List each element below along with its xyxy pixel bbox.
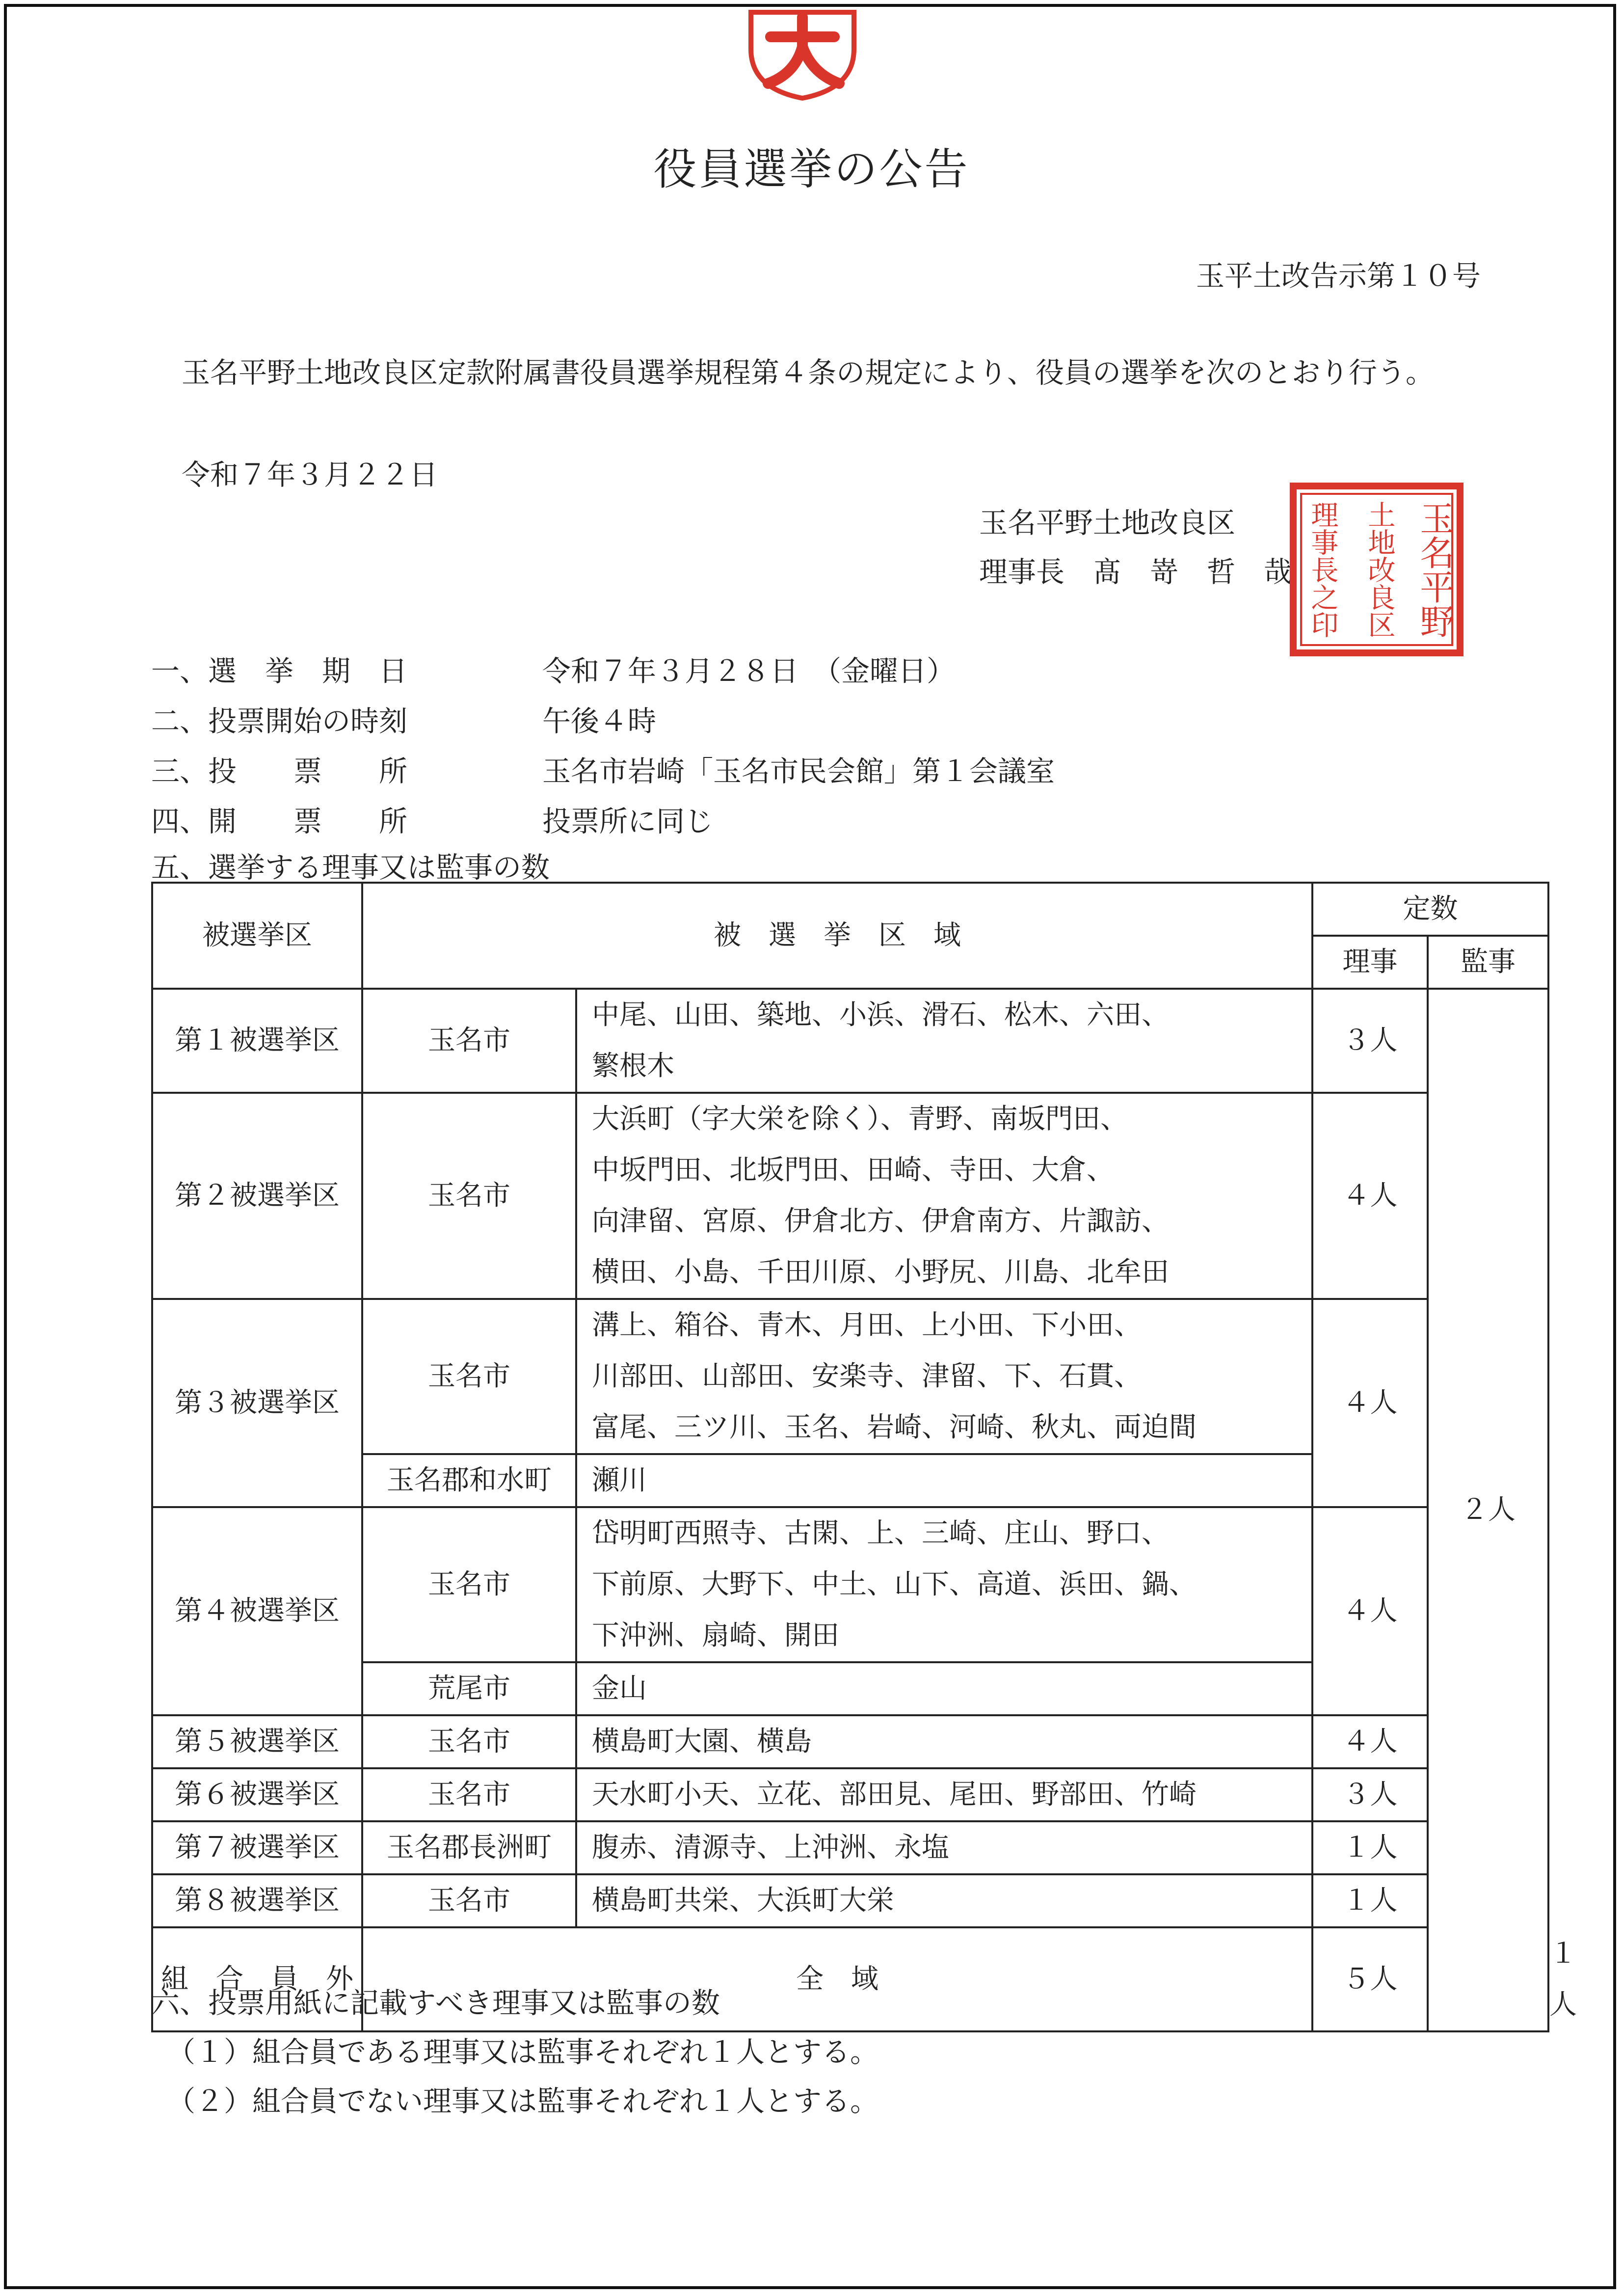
seal-column-2: 土地改良区 bbox=[1363, 501, 1396, 638]
district-name: 第４被選挙区 bbox=[152, 1507, 362, 1715]
item-election-date-label: 一、選 挙 期 日 bbox=[151, 654, 408, 688]
non-member-label: 組 合 員 外 bbox=[152, 1927, 362, 2031]
district-name: 第３被選挙区 bbox=[152, 1299, 362, 1507]
director-count: １人 bbox=[1312, 1821, 1428, 1874]
section6-item-2: （２）組合員でない理事又は監事それぞれ１人とする。 bbox=[167, 2084, 879, 2118]
district-city: 玉名市 bbox=[362, 1715, 576, 1768]
director-count: ４人 bbox=[1312, 1507, 1428, 1715]
table-row bbox=[152, 1299, 1548, 1454]
chairman-name: 理事長 髙 嵜 哲 哉 bbox=[979, 555, 1293, 589]
district-areas: 天水町小天、立花、部田見、尾田、野部田、竹崎 bbox=[576, 1768, 1312, 1821]
table-row bbox=[152, 1874, 1548, 1927]
area-line: 大浜町（字大栄を除く）、青野、南坂門田、 bbox=[592, 1103, 1128, 1135]
area-line: 向津留、宮原、伊倉北方、伊倉南方、片諏訪、 bbox=[592, 1205, 1169, 1237]
table-row bbox=[152, 1821, 1548, 1874]
area-line: 川部田、山部田、安楽寺、津留、下、石貫、 bbox=[592, 1360, 1142, 1392]
director-count: ３人 bbox=[1312, 1768, 1428, 1821]
district-name: 第２被選挙区 bbox=[152, 1093, 362, 1299]
area-line: 富尾、三ツ川、玉名、岩崎、河崎、秋丸、両迫間 bbox=[592, 1411, 1197, 1443]
auditor-count-members: ２人 bbox=[1428, 989, 1548, 2031]
district-areas: 金山 bbox=[576, 1662, 1312, 1715]
district-areas: 横島町大園、横島 bbox=[576, 1715, 1312, 1768]
area-line: 下前原、大野下、中土、山下、高道、浜田、鍋、 bbox=[592, 1568, 1197, 1600]
header-auditor: 監事 bbox=[1428, 936, 1548, 989]
director-count: ３人 bbox=[1312, 989, 1428, 1093]
section6-heading: 六、投票用紙に記載すべき理事又は監事の数 bbox=[151, 1986, 720, 2020]
intro-text: 玉名平野土地改良区定款附属書役員選挙規程第４条の規定により、役員の選挙を次のとおり行う。 bbox=[182, 356, 1435, 389]
area-line: 繁根木 bbox=[592, 1050, 674, 1082]
header-quota: 定数 bbox=[1312, 883, 1548, 936]
non-member-director-count: ５人 bbox=[1312, 1927, 1428, 2031]
district-areas: 瀬川 bbox=[576, 1454, 1312, 1507]
header-district: 被選挙区 bbox=[152, 883, 362, 989]
district-city: 玉名市 bbox=[362, 1768, 576, 1821]
district-areas: 腹赤、清源寺、上沖洲、永塩 bbox=[576, 1821, 1312, 1874]
item-quota-heading: 五、選挙する理事又は監事の数 bbox=[151, 851, 550, 884]
district-areas bbox=[576, 1507, 1312, 1662]
director-count: ４人 bbox=[1312, 1715, 1428, 1768]
district-city: 玉名郡長洲町 bbox=[362, 1821, 576, 1874]
area-line: 溝上、箱谷、青木、月田、上小田、下小田、 bbox=[592, 1309, 1142, 1341]
election-district-table bbox=[151, 882, 1577, 2032]
area-line: 岱明町西照寺、古閑、上、三崎、庄山、野口、 bbox=[592, 1517, 1169, 1549]
table-row bbox=[152, 989, 1548, 1093]
area-line: 中尾、山田、築地、小浜、滑石、松木、六田、 bbox=[592, 999, 1169, 1031]
district-city: 玉名市 bbox=[362, 1507, 576, 1662]
district-name: 第１被選挙区 bbox=[152, 989, 362, 1093]
area-line: 中坂門田、北坂門田、田崎、寺田、大倉、 bbox=[592, 1154, 1114, 1186]
district-areas: 横島町共栄、大浜町大栄 bbox=[576, 1874, 1312, 1927]
item-voting-time-value: 午後４時 bbox=[542, 704, 657, 738]
document-number: 玉平土改告示第１０号 bbox=[1196, 259, 1481, 293]
non-member-area: 全 域 bbox=[362, 1927, 1312, 2031]
table-row bbox=[152, 1507, 1548, 1662]
district-city: 玉名市 bbox=[362, 1874, 576, 1927]
announcement-date: 令和７年３月２２日 bbox=[182, 458, 438, 491]
organization-name: 玉名平野土地改良区 bbox=[979, 506, 1236, 540]
item-polling-place-value: 玉名市岩崎「玉名市民会館」第１会議室 bbox=[542, 755, 1055, 788]
seal-column-1: 玉名平野 bbox=[1414, 501, 1455, 638]
section6-item-1: （１）組合員である理事又は監事それぞれ１人とする。 bbox=[167, 2035, 879, 2069]
district-name: 第５被選挙区 bbox=[152, 1715, 362, 1768]
director-count: １人 bbox=[1312, 1874, 1428, 1927]
director-count: ４人 bbox=[1312, 1299, 1428, 1507]
director-count: ４人 bbox=[1312, 1093, 1428, 1299]
area-line: 下沖洲、扇崎、開田 bbox=[592, 1620, 839, 1651]
district-name: 第７被選挙区 bbox=[152, 1821, 362, 1874]
district-city: 玉名市 bbox=[362, 1093, 576, 1299]
district-name: 第６被選挙区 bbox=[152, 1768, 362, 1821]
item-counting-place-label: 四、開 票 所 bbox=[151, 805, 408, 838]
district-city: 玉名市 bbox=[362, 989, 576, 1093]
item-polling-place-label: 三、投 票 所 bbox=[151, 755, 408, 788]
area-line: 横田、小島、千田川原、小野尻、川島、北牟田 bbox=[592, 1256, 1169, 1288]
table-row bbox=[152, 1768, 1548, 1821]
header-area: 被 選 挙 区 域 bbox=[362, 883, 1312, 989]
district-city: 玉名郡和水町 bbox=[362, 1454, 576, 1507]
item-election-date-value: 令和７年３月２８日 （金曜日） bbox=[542, 654, 956, 688]
district-city: 玉名市 bbox=[362, 1299, 576, 1454]
table-row bbox=[152, 1715, 1548, 1768]
page-title: 役員選挙の公告 bbox=[653, 144, 970, 194]
item-voting-time-label: 二、投票開始の時刻 bbox=[151, 704, 408, 738]
district-name: 第８被選挙区 bbox=[152, 1874, 362, 1927]
seal-column-3: 理事長之印 bbox=[1306, 501, 1339, 638]
district-areas bbox=[576, 1093, 1312, 1299]
table-row: 組 合 員 外 全 域 ５人 １人 bbox=[152, 1927, 1548, 2031]
header-director: 理事 bbox=[1312, 936, 1428, 989]
table-row bbox=[152, 1093, 1548, 1299]
organization-logo-icon bbox=[741, 10, 864, 101]
item-counting-place-value: 投票所に同じ bbox=[542, 805, 714, 838]
district-areas bbox=[576, 1299, 1312, 1454]
official-seal-icon bbox=[1288, 481, 1465, 658]
district-city: 荒尾市 bbox=[362, 1662, 576, 1715]
district-areas bbox=[576, 989, 1312, 1093]
